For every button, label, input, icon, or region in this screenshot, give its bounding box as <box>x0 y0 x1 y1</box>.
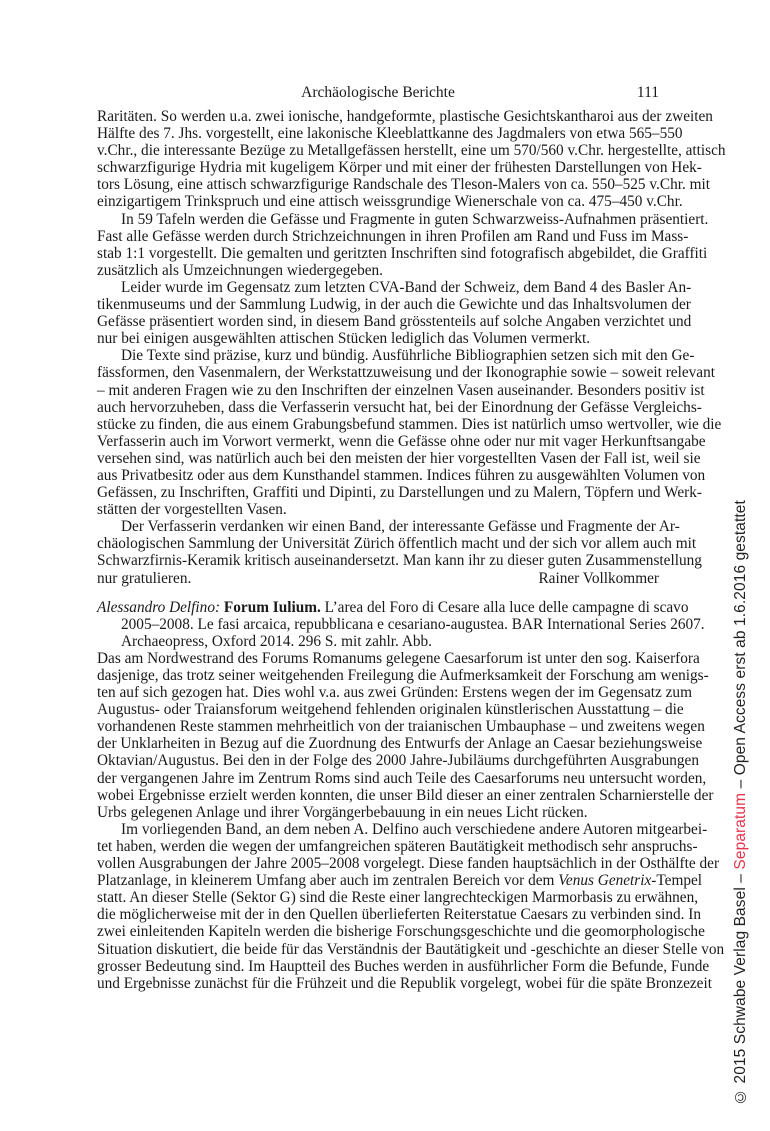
text-line: stücke zu finden, die aus einem Grabungsbefund stammen. Dies ist natürlich umso wertvoller, wie die <box>97 415 722 433</box>
watermark-separatum: Separatum <box>732 792 749 870</box>
text-line: nur bei einigen ausgewählten attischen Stücken lediglich das Volumen vermerkt. <box>97 330 591 348</box>
text-line: dasjenige, das trotz seiner weitgehenden Freilegung die Aufmerksamkeit der Forschung am wenigs- <box>97 667 709 684</box>
book-subtitle: L’area del Foro di Cesare alla luce delle campagne di scavo <box>324 598 689 616</box>
paragraph <box>97 649 714 821</box>
text-line: zwei einleitenden Kapiteln werden die bisherige Forschungsgeschichte und die geomorphologische <box>97 923 705 941</box>
text-line: schwarzfigurige Hydria mit kugeligem Körper und mit einer der frühesten Darstellungen von Hek- <box>97 159 702 177</box>
book-series: 2005–2008. Le fasi arcaica, repubblicana e cesariano-augustea. BAR International Series 2607. <box>121 615 705 633</box>
text-line: Fast alle Gefässe werden durch Strichzeichnungen in ihren Profilen am Rand und Fuss im Mass- <box>97 227 689 245</box>
text-line: Gefässe präsentiert worden sind, in diesem Band grösstenteils auf solche Angaben verzichtet und <box>97 313 692 331</box>
text-line: der vergangenen Jahre im Zentrum Roms sind auch Teile des Caesarforums neu untersucht worden, <box>97 769 707 787</box>
text-line: zusätzlich als Umzeichnungen wiedergegeben. <box>97 261 383 279</box>
text-line: auch hervorzuheben, dass die Verfasserin versucht hat, bei der Einordnung der Gefässe Vergleichs- <box>97 398 702 416</box>
text-line: tors Lösung, eine attisch schwarzfigurige Randschale des Tleson-Malers von ca. 550–525 v.Chr. mit <box>97 176 711 194</box>
text-line: In 59 Tafeln werden die Gefässe und Fragmente in guten Schwarzweiss-Aufnahmen präsentiert. <box>121 210 709 228</box>
text-line: Situation diskutiert, die beide für das Verständnis der Bautätigkeit und -geschichte an dieser Stelle von <box>97 940 725 958</box>
text-line: und Ergebnisse zunächst für die Frühzeit und die Republik vorgelegt, wobei für die späte Bronzezeit <box>97 974 712 992</box>
italic-term: Venus Genetrix <box>558 872 652 890</box>
review-delfino <box>97 649 725 992</box>
page-body <box>97 108 726 992</box>
text-line: Hälfte des 7. Jhs. vorgestellt, eine lakonische Kleeblattkanne des Jagdmalers von etwa 565–550 <box>97 125 683 143</box>
copyright-watermark <box>732 500 750 1105</box>
text-line: tikenmuseums und der Sammlung Ludwig, in der auch die Gewichte und das Inhaltsvolumen der <box>97 296 691 314</box>
review-vollkommer <box>97 108 726 587</box>
text-line: einzigartigem Trinkspruch und eine attisch weissgrundige Wienerschale von ca. 475–450 v.Chr. <box>97 193 683 211</box>
book-title: Forum Iulium. <box>223 598 321 616</box>
paragraph <box>97 820 725 992</box>
text-line: chäologischen Sammlung der Universität Zürich öffentlich macht und der sich vor allem auch mit <box>97 535 697 553</box>
text-line: Im vorliegenden Band, an dem neben A. Delfino auch verschiedene andere Autoren mitgearbei- <box>121 820 708 838</box>
running-title: Archäologische Berichte <box>301 84 455 101</box>
text-line: stab 1:1 vorgestellt. Die gemalten und geritzten Inschriften sind fotografisch abgebildet, die Graffiti <box>97 244 708 262</box>
text-segment: nur gratulieren. <box>97 569 192 587</box>
paragraph <box>97 278 692 348</box>
paragraph <box>97 347 722 519</box>
text-line: Oktavian/Augustus. Bei den in der Folge des 2000 Jahre-Jubiläums durchgeführten Ausgrabungen <box>97 752 699 770</box>
text-line: Schwarzfirnis-Keramik kritisch auseinandersetzt. Man kann ihr zu dieser guten Zusammenstellung <box>97 552 702 570</box>
text-line: wobei Ergebnisse erzielt werden konnten, die unser Bild dieser an einer zentralen Scharnierstelle der <box>97 786 714 804</box>
text-line: Gefässen, zu Inschriften, Graffiti und Dipinti, zu Darstellungen und zu Malern, Töpfern und Werk- <box>97 484 702 502</box>
text-line: stätten der vorgestellten Vasen. <box>97 501 287 519</box>
bibliographic-entry <box>97 598 705 650</box>
text-line: Raritäten. So werden u.a. zwei ionische, handgeformte, plastische Gesichtskantharoi aus der zweiten <box>97 108 713 125</box>
section-gap <box>97 587 659 599</box>
text-line: Die Texte sind präzise, kurz und bündig. Ausführliche Bibliographien setzen sich mit den Ge- <box>121 347 695 365</box>
running-header <box>97 84 659 102</box>
text-line: der Unklarheiten in Bezug auf die Zuordnung des Entwurfs der Anlage an Caesar beziehungsweise <box>97 735 703 753</box>
page-number: 111 <box>636 84 659 101</box>
text-line <box>97 872 703 890</box>
text-line: ten auf sich gezogen hat. Dies wohl v.a. aus zwei Gründen: Erstens wegen der im Gegensatz zum <box>97 684 692 702</box>
text-line: Urbs gelegenen Anlage und ihrer Vorgängerbebauung in ein neues Licht rücken. <box>97 803 588 821</box>
text-line: vorhandenen Reste stammen mehrheitlich von der traianischen Umbauphase – und zweitens wegen <box>97 718 705 736</box>
text-line: Leider wurde im Gegensatz zum letzten CVA-Band der Schweiz, dem Band 4 des Basler An- <box>121 278 692 296</box>
paragraph <box>97 518 702 587</box>
text-line: die möglicherweise mit der in den Quellen überlieferten Reiterstatue Caesars zu verbinden sind. In <box>97 906 702 924</box>
text-line <box>97 570 659 587</box>
text-line: Der Verfasserin verdanken wir einen Band, der interessante Gefässe und Fragmente der Ar- <box>121 518 680 536</box>
text-segment: -Tempel <box>651 872 703 890</box>
text-line: versehen sind, was natürlich auch bei den meisten der hier vorgestellten Vasen der Fall ist, weil sie <box>97 449 701 467</box>
text-line: tet haben, werden die wegen der umfangreichen späteren Bautätigkeit methodisch sehr anspruchs- <box>97 837 698 855</box>
text-line: vollen Ausgrabungen der Jahre 2005–2008 vorgelegt. Diese fanden hauptsächlich in der Osthälfte der <box>97 855 720 873</box>
watermark-copyright: © 2015 Schwabe Verlag Basel – <box>732 869 749 1105</box>
text-line: Augustus- oder Traiansforum weitgehend fehlenden originalen künstlerischen Ausstattung – die <box>97 701 684 719</box>
reviewer-signature: Rainer Vollkommer <box>538 569 659 587</box>
text-segment: Platzanlage, in kleinerem Umfang aber auch im zentralen Bereich vor dem <box>97 872 559 890</box>
paragraph <box>97 210 709 279</box>
text-line: v.Chr., die interessante Bezüge zu Metallgefässen herstellt, eine um 570/560 v.Chr. hergestellte, attisch <box>97 142 726 160</box>
text-line: grosser Bedeutung sind. Im Hauptteil des Buches werden in ausführlicher Form die Befunde, Funde <box>97 957 710 975</box>
text-line: – mit anderen Fragen wie zu den Inschriften der einzelnen Vasen auseinander. Besonders positiv ist <box>97 381 705 399</box>
book-author: Alessandro Delfino: <box>97 598 221 616</box>
paragraph <box>97 108 726 211</box>
text-line: statt. An dieser Stelle (Sektor G) sind die Reste einer langrechteckigen Marmorbasis zu erwähnen, <box>97 889 699 907</box>
text-line: Verfasserin auch im Vorwort vermerkt, wenn die Gefässe ohne oder nur mit vager Herkunftsangabe <box>97 432 706 450</box>
text-line: aus Privatbesitz oder aus dem Kunsthandel stammen. Indices führen zu ausgewählten Volumen von <box>97 466 706 484</box>
watermark-open-access: – Open Access erst ab 1.6.2016 gestattet <box>732 500 749 793</box>
book-publisher: Archaeopress, Oxford 2014. 296 S. mit zahlr. Abb. <box>121 632 432 650</box>
text-line: Das am Nordwestrand des Forums Romanums gelegene Caesarforum ist unter den sog. Kaiserfora <box>97 649 700 667</box>
text-line: fässformen, den Vasenmalern, der Werkstattzuweisung und der Ikonographie sowie – soweit relevant <box>97 364 715 382</box>
